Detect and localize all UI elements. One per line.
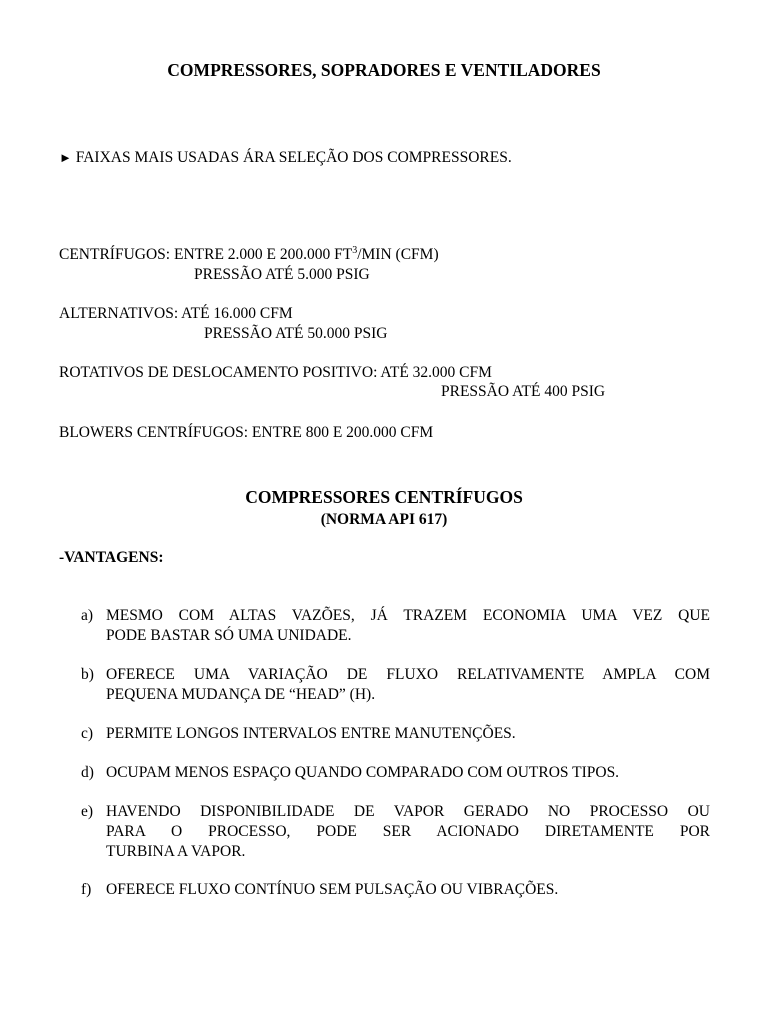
list-item-text-line: MESMO COM ALTAS VAZÕES, JÁ TRAZEM ECONOMIA UMA VEZ QUE [106,607,710,624]
list-marker: b) [81,666,94,683]
blowers-range: BLOWERS CENTRÍFUGOS: ENTRE 800 E 200.000 CFM [59,424,434,441]
section-subtitle: (NORMA API 617) [320,511,448,528]
list-marker: f) [81,881,92,898]
list-item-b [81,665,710,705]
intro-line [59,148,512,168]
list-item-c [81,724,710,744]
section-title: COMPRESSORES CENTRÍFUGOS [245,487,523,507]
list-marker: e) [81,803,94,820]
list-marker: c) [81,725,94,742]
list-item-f [81,880,710,900]
centrifugos-unit: /MIN (CFM) [357,246,439,263]
arrow-bullet-icon: ► [59,150,72,165]
centrifugos-range [59,245,439,265]
list-item-text-line: PERMITE LONGOS INTERVALOS ENTRE MANUTENÇÕES. [106,725,516,742]
list-item-e [81,802,710,862]
document-title: COMPRESSORES, SOPRADORES E VENTILADORES [167,60,601,80]
list-marker: a) [81,607,94,624]
list-item-text-line: PEQUENA MUDANÇA DE “HEAD” (H). [106,686,376,703]
rotativos-range: ROTATIVOS DE DESLOCAMENTO POSITIVO: ATÉ 32.000 CFM [59,364,492,381]
list-item-d [81,763,710,783]
rotativos-pressure: PRESSÃO ATÉ 400 PSIG [441,383,606,400]
list-item-text-line: OFERECE FLUXO CONTÍNUO SEM PULSAÇÃO OU VIBRAÇÕES. [106,881,559,898]
alternativos-pressure: PRESSÃO ATÉ 50.000 PSIG [204,325,388,342]
list-marker: d) [81,764,94,781]
list-item-text-line: PARA O PROCESSO, PODE SER ACIONADO DIRETAMENTE POR [106,823,710,840]
superscript-exponent: 3 [352,244,358,256]
list-item-text-line: PODE BASTAR SÓ UMA UNIDADE. [106,627,352,644]
intro-text: FAIXAS MAIS USADAS ÁRA SELEÇÃO DOS COMPRESSORES. [75,149,512,166]
alternativos-range: ALTERNATIVOS: ATÉ 16.000 CFM [59,305,293,322]
list-item-text-line: OFERECE UMA VARIAÇÃO DE FLUXO RELATIVAMENTE AMPLA COM [106,666,710,683]
list-item-text-line: OCUPAM MENOS ESPAÇO QUANDO COMPARADO COM OUTROS TIPOS. [106,764,620,781]
list-item-text-line: TURBINA A VAPOR. [106,843,246,860]
centrifugos-pressure: PRESSÃO ATÉ 5.000 PSIG [194,266,370,283]
centrifugos-text: CENTRÍFUGOS: ENTRE 2.000 E 200.000 FT [59,246,353,263]
list-item-text-line: HAVENDO DISPONIBILIDADE DE VAPOR GERADO NO PROCESSO OU [106,803,710,820]
list-item-a [81,606,710,646]
advantages-heading: -VANTAGENS: [59,549,164,566]
